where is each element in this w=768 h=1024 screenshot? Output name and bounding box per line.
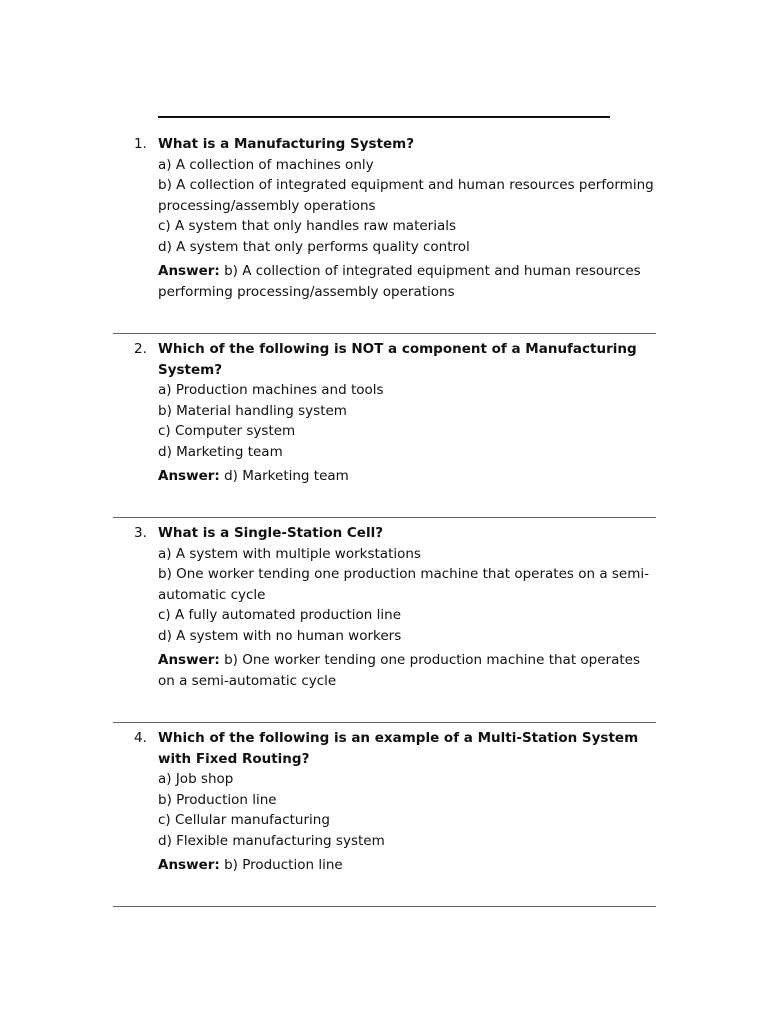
divider-2 [113,517,656,518]
question-item-4 [0,728,768,876]
question-item-1 [0,134,768,303]
option-a: a) Production machines and tools [158,382,384,398]
answer-text: d) Marketing team [219,468,349,484]
question-text: What is a Single-Station Cell? [158,525,384,541]
divider-4 [113,906,656,907]
option-b: b) Production line [158,791,277,808]
answer-line [158,855,658,876]
option-c: c) A fully automated production line [158,607,402,623]
answer-label: Answer: [158,857,220,873]
answer-text: b) Production line [219,857,343,873]
option-b: b) Material handling system [158,402,347,419]
question-item-2 [0,339,768,487]
option-c: c) A system that only handles raw materials [158,218,457,234]
option-a: a) A system with multiple workstations [158,545,421,562]
option-c: c) Cellular manufacturing [158,812,330,828]
answer-line [158,466,658,487]
question-number: 3. [134,525,147,541]
question-text: Which of the following is an example of a Multi-Station System with Fixed Routing? [158,730,639,767]
answer-label: Answer: [158,652,220,668]
divider-3 [113,722,656,723]
divider-1 [113,333,656,334]
option-d: d) Flexible manufacturing system [158,832,385,849]
question-text: Which of the following is NOT a component of a Manufacturing System? [158,341,637,378]
answer-line [158,261,658,303]
option-d: d) A system with no human workers [158,627,402,644]
option-b: b) One worker tending one production machine that operates on a semi-automatic cycle [158,566,650,603]
top-rule [158,116,610,118]
option-d: d) A system that only performs quality control [158,238,470,255]
option-d: d) Marketing team [158,443,283,460]
option-a: a) Job shop [158,771,234,787]
answer-line [158,650,658,692]
question-number: 2. [134,341,147,357]
answer-text: b) One worker tending one production machine that operates on a semi-automatic cycle [158,652,641,689]
answer-label: Answer: [158,263,220,279]
option-a: a) A collection of machines only [158,156,374,173]
option-c: c) Computer system [158,423,296,439]
option-b: b) A collection of integrated equipment and human resources performing processing/assembly operations [158,177,654,214]
question-text: What is a Manufacturing System? [158,136,415,152]
answer-text: b) A collection of integrated equipment and human resources performing processing/assembly operations [158,263,641,300]
answer-label: Answer: [158,468,220,484]
question-item-3 [0,523,768,692]
question-number: 4. [134,730,147,746]
question-number: 1. [134,136,147,152]
